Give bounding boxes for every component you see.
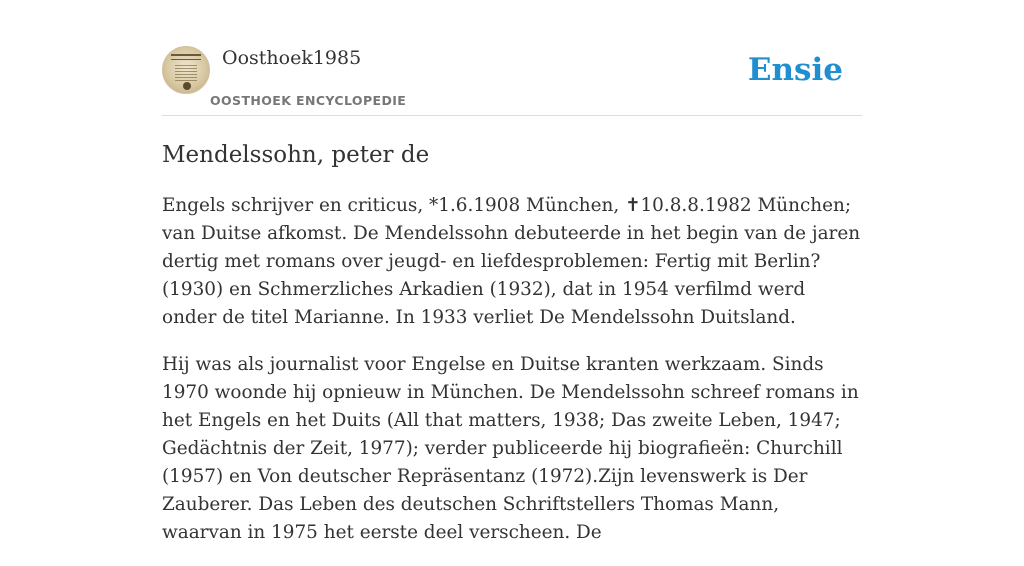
article-paragraph: Engels schrijver en criticus, *1.6.1908 München, ✝10.8.8.1982 München; van Duitse afkomst. De Mendelssohn debuteerde in het begin van de jaren dertig met romans over jeugd- en liefdesproblemen: Fertig mit Berlin? (1930) en Schmerzliches Arkadien (1932), dat in 1954 verfilmd werd onder de titel Marianne. In 1933 verliet De Mendelssohn Duitsland. (162, 195, 861, 328)
user-avatar[interactable] (162, 46, 210, 94)
article-paragraph: Hij was als journalist voor Engelse en Duitse kranten werkzaam. Sinds 1970 woonde hij opnieuw in München. De Mendelssohn schreef romans in het Engels en het Duits (All that matters, 1938; Das zweite Leben, 1947; Gedächtnis der Zeit, 1977); verder publiceerde hij biografieën: Churchill (1957) en Von deutscher Repräsentanz (1972).Zijn levenswerk is Der Zauberer. Das Leben des deutschen Schriftstellers Thomas Mann, waarvan in 1975 het eerste deel verscheen. De (162, 354, 859, 543)
source-label: OOSTHOEK ENCYCLOPEDIE (210, 93, 407, 108)
article-body (162, 192, 862, 566)
username-link[interactable]: Oosthoek1985 (222, 47, 362, 69)
article-title: Mendelssohn, peter de (162, 142, 430, 168)
ensie-logo[interactable]: Ensie (747, 52, 843, 88)
entry-header (162, 44, 862, 116)
